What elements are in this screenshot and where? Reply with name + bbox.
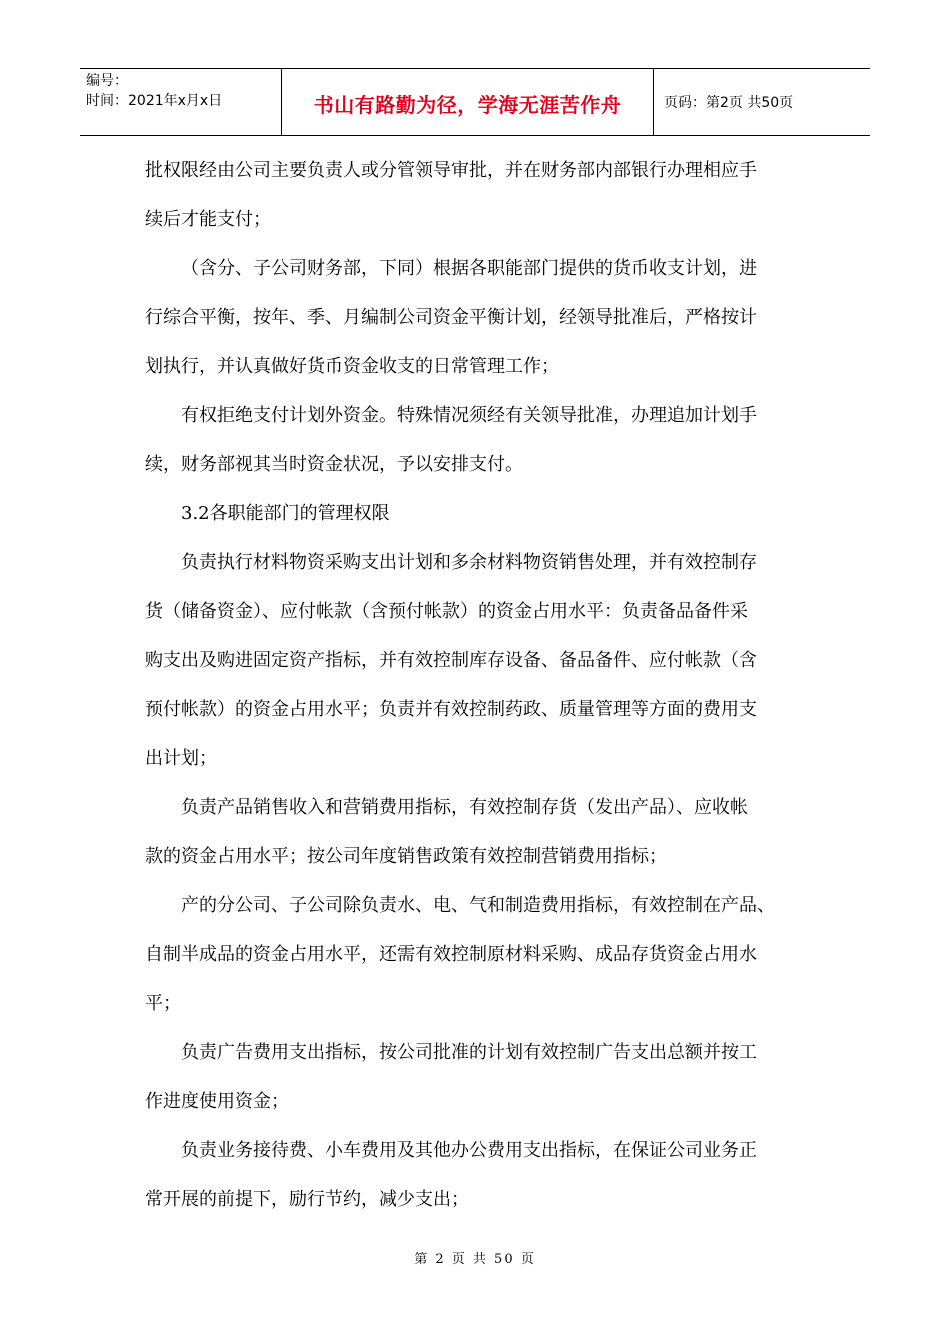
body-line: 有权拒绝支付计划外资金。特殊情况须经有关领导批准，办理追加计划手 bbox=[181, 405, 757, 426]
body-line: 行综合平衡，按年、季、月编制公司资金平衡计划，经领导批准后，严格按计 bbox=[145, 307, 757, 328]
header-meta bbox=[80, 69, 281, 135]
body-line: 批权限经由公司主要负责人或分管领导审批，并在财务部内部银行办理相应手 bbox=[145, 160, 757, 181]
body-line: 购支出及购进固定资产指标，并有效控制库存设备、备品备件、应付帐款（含 bbox=[145, 650, 757, 671]
body-line: 负责执行材料物资采购支出计划和多余材料物资销售处理，并有效控制存 bbox=[181, 552, 757, 573]
body-line: 预付帐款）的资金占用水平；负责并有效控制药政、质量管理等方面的费用支 bbox=[145, 699, 757, 720]
document-header bbox=[80, 68, 870, 136]
header-motto: 书山有路勤为径，学海无涯苦作舟 bbox=[313, 92, 622, 117]
section-heading: 3.2各职能部门的管理权限 bbox=[181, 503, 390, 524]
body-line: 续后才能支付； bbox=[145, 209, 271, 230]
header-page-info: 页码：第2页 共50页 bbox=[664, 95, 794, 111]
body-line: 款的资金占用水平；按公司年度销售政策有效控制营销费用指标； bbox=[145, 846, 667, 867]
body-line: 作进度使用资金； bbox=[145, 1091, 289, 1112]
body-line: 自制半成品的资金占用水平，还需有效控制原材料采购、成品存货资金占用水 bbox=[145, 944, 757, 965]
body-line: 货（储备资金）、应付帐款（含预付帐款）的资金占用水平：负责备品备件采 bbox=[145, 601, 748, 622]
body-line: 负责广告费用支出指标，按公司批准的计划有效控制广告支出总额并按工 bbox=[181, 1042, 757, 1063]
document-number-label: 编号： bbox=[86, 73, 128, 89]
header-motto-cell bbox=[281, 69, 654, 135]
body-line: 负责业务接待费、小车费用及其他办公费用支出指标，在保证公司业务正 bbox=[181, 1140, 757, 1161]
page-number-footer: 第 2 页 共 50 页 bbox=[414, 1252, 536, 1267]
body-line: （含分、子公司财务部，下同）根据各职能部门提供的货币收支计划，进 bbox=[181, 258, 757, 279]
body-line: 出计划； bbox=[145, 748, 217, 769]
body-line: 续，财务部视其当时资金状况，予以安排支付。 bbox=[145, 454, 523, 475]
body-line: 常开展的前提下，励行节约，减少支出； bbox=[145, 1189, 469, 1210]
body-line: 负责产品销售收入和营销费用指标，有效控制存货（发出产品）、应收帐 bbox=[181, 797, 748, 818]
document-date: 时间：2021年x月x日 bbox=[86, 93, 223, 109]
body-line: 平； bbox=[145, 993, 181, 1014]
body-line: 划执行，并认真做好货币资金收支的日常管理工作； bbox=[145, 356, 559, 377]
body-line: 产的分公司、子公司除负责水、电、气和制造费用指标，有效控制在产品、 bbox=[181, 895, 775, 916]
document-body bbox=[145, 150, 825, 1228]
